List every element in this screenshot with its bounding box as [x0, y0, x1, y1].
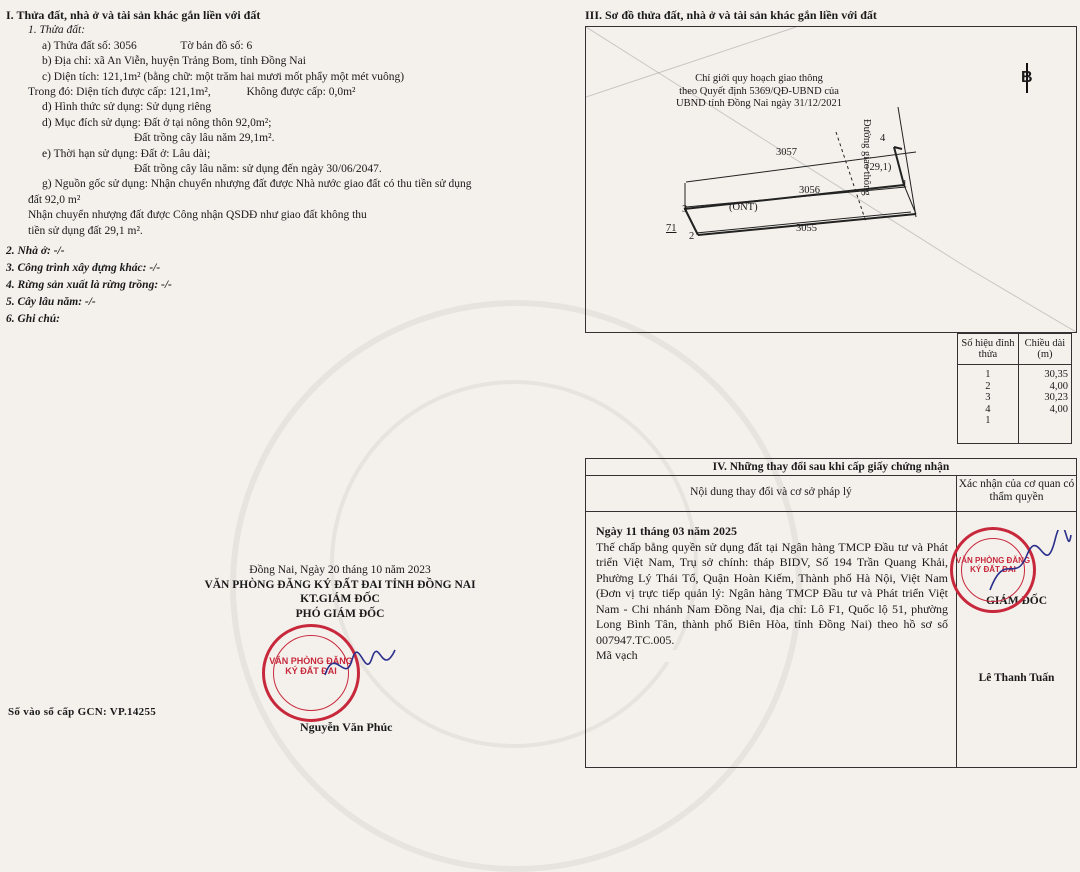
usage-origin: g) Nguồn gốc sử dụng: Nhận chuyển nhượng đất được Nhà nước giao đất có thu tiền sử dụng — [42, 178, 472, 191]
vertex-length-table: Số hiệu đỉnh thửa Chiều dài (m) 1 2 3 4 1 30,35 4,00 30,23 4,00 — [957, 333, 1072, 444]
land-type-ont: (ONT) — [729, 202, 758, 213]
construction-item: 3. Công trình xây dựng khác: -/- — [6, 262, 161, 275]
north-arrow-icon: B — [1018, 63, 1036, 93]
plan-note: Chỉ giới quy hoạch giao thông theo Quyết định 5369/QĐ-UBND của UBND tỉnh Đồng Nai ngày 31/12/2021 — [676, 73, 842, 109]
area-label-29-1: (29,1) — [866, 162, 892, 173]
director-title: GIÁM ĐỐC — [985, 595, 1047, 607]
changes-title: IV. Những thay đổi sau khi cấp giấy chứng nhận — [586, 459, 1076, 476]
vertex-4: 4 — [880, 133, 886, 144]
lot-number-row — [6, 39, 546, 54]
director-name: Lê Thanh Tuấn — [978, 672, 1055, 684]
barcode-row: Mã vạch — [596, 648, 948, 664]
section-title-land: I. Thửa đất, nhà ở và tài sản khác gắn liền với đất — [6, 8, 261, 22]
vertex-1: 1 — [902, 179, 908, 190]
section-title-diagram: III. Sơ đồ thửa đất, nhà ở và tài sản khác gắn liền với đất — [585, 8, 877, 22]
usage-purpose-2: Đất trồng cây lâu năm 29,1m². — [134, 132, 275, 145]
road-label: Đường giao thông — [861, 119, 872, 196]
changes-header — [586, 476, 1076, 512]
signature-right — [985, 530, 1075, 600]
deputy-director: PHÓ GIÁM ĐỐC — [295, 607, 385, 620]
map-sheet-number: Tờ bản đồ số: 6 — [180, 39, 253, 52]
office-seal-right: VĂN PHÒNG ĐĂNG KÝ ĐẤT ĐAI — [950, 527, 1036, 613]
changes-col-content: Nội dung thay đổi và cơ sở pháp lý — [586, 476, 957, 511]
perennial-item: 5. Cây lâu năm: -/- — [6, 296, 96, 309]
certificate-serial: Số vào sổ cấp GCN: VP.14255 — [8, 706, 157, 718]
notes-item: 6. Ghi chú: — [6, 313, 60, 326]
usage-origin-3: Nhận chuyển nhượng đất được Công nhận QSDĐ như giao đất không thu — [28, 209, 367, 222]
lot-number: a) Thửa đất số: 3056 — [42, 39, 137, 52]
col-length: Chiều dài (m) — [1018, 334, 1071, 365]
lot-label-71: 71 — [666, 223, 677, 234]
change-date: Ngày 11 tháng 03 năm 2025 — [596, 524, 738, 538]
vertex-3: 3 — [682, 204, 688, 215]
col-vertex: Số hiệu đỉnh thửa — [958, 334, 1019, 365]
land-info-section — [6, 8, 546, 328]
diagram-section — [585, 8, 1075, 23]
lot-label-3055: 3055 — [796, 223, 817, 234]
signer-name: Nguyễn Văn Phúc — [300, 720, 393, 734]
issue-date: Đồng Nai, Ngày 20 tháng 10 năm 2023 — [249, 564, 431, 576]
usage-purpose: d) Mục đích sử dụng: Đất ở tại nông thôn 92,0m²; — [42, 116, 272, 129]
issuing-office: VĂN PHÒNG ĐĂNG KÝ ĐẤT ĐAI TỈNH ĐỒNG NAI — [204, 578, 476, 591]
land-plot-diagram — [585, 26, 1077, 333]
usage-origin-4: tiền sử dụng đất 29,1 m². — [28, 224, 143, 237]
area-breakdown: Trong đó: Diện tích được cấp: 121,1m², Không được cấp: 0,0m² — [28, 86, 356, 99]
address: b) Địa chỉ: xã An Viễn, huyện Trảng Bom, tỉnh Đồng Nai — [42, 55, 306, 68]
lot-subtitle: 1. Thửa đất: — [28, 24, 86, 37]
change-entry — [586, 512, 957, 767]
house-item: 2. Nhà ở: -/- — [6, 245, 65, 258]
office-seal-left: VĂN PHÒNG ĐĂNG KÝ ĐẤT ĐAI — [262, 624, 360, 722]
forest-item: 4. Rừng sản xuất là rừng trồng: -/- — [6, 279, 172, 292]
change-text: Thế chấp bằng quyền sử dụng đất tại Ngân hàng TMCP Đầu tư và Phát triển Việt Nam, Trụ sở chính: tháp BIDV, Số 194 Trần Quang Khải, Phường Lý Thái Tổ, Quận Hoàn Kiếm, Thành phố Hà Nội, Việt Nam (Đơn vị trực tiếp quản lý: Ngân hàng TMCP Đầu tư và Phát triển Việt Nam - Chi nhánh Nam Đồng Nai, địa chỉ: Lô F1, Quốc lộ 51, phường Long Bình Tân, thành phố Biên Hòa, tỉnh Đồng Nai) theo hồ sơ số 007947.TC.005. — [596, 539, 948, 647]
area: c) Diện tích: 121,1m² (bằng chữ: một trăm hai mươi mốt phẩy một mét vuông) — [42, 70, 405, 83]
usage-form: d) Hình thức sử dụng: Sử dụng riêng — [42, 101, 212, 114]
changes-section — [585, 458, 1077, 768]
usage-term: e) Thời hạn sử dụng: Đất ở: Lâu dài; — [42, 147, 211, 160]
usage-term-2: Đất trồng cây lâu năm: sử dụng đến ngày 30/06/2047. — [134, 163, 382, 176]
vertex-2: 2 — [689, 231, 695, 242]
signature-left — [320, 640, 400, 690]
usage-origin-2: đất 92,0 m² — [28, 193, 81, 206]
signature-block — [170, 563, 510, 621]
changes-col-confirm: Xác nhận của cơ quan có thẩm quyền — [958, 478, 1075, 503]
lot-label-3057: 3057 — [776, 147, 797, 158]
lot-label-3056: 3056 — [799, 185, 820, 196]
kt-director: KT.GIÁM ĐỐC — [300, 593, 380, 605]
